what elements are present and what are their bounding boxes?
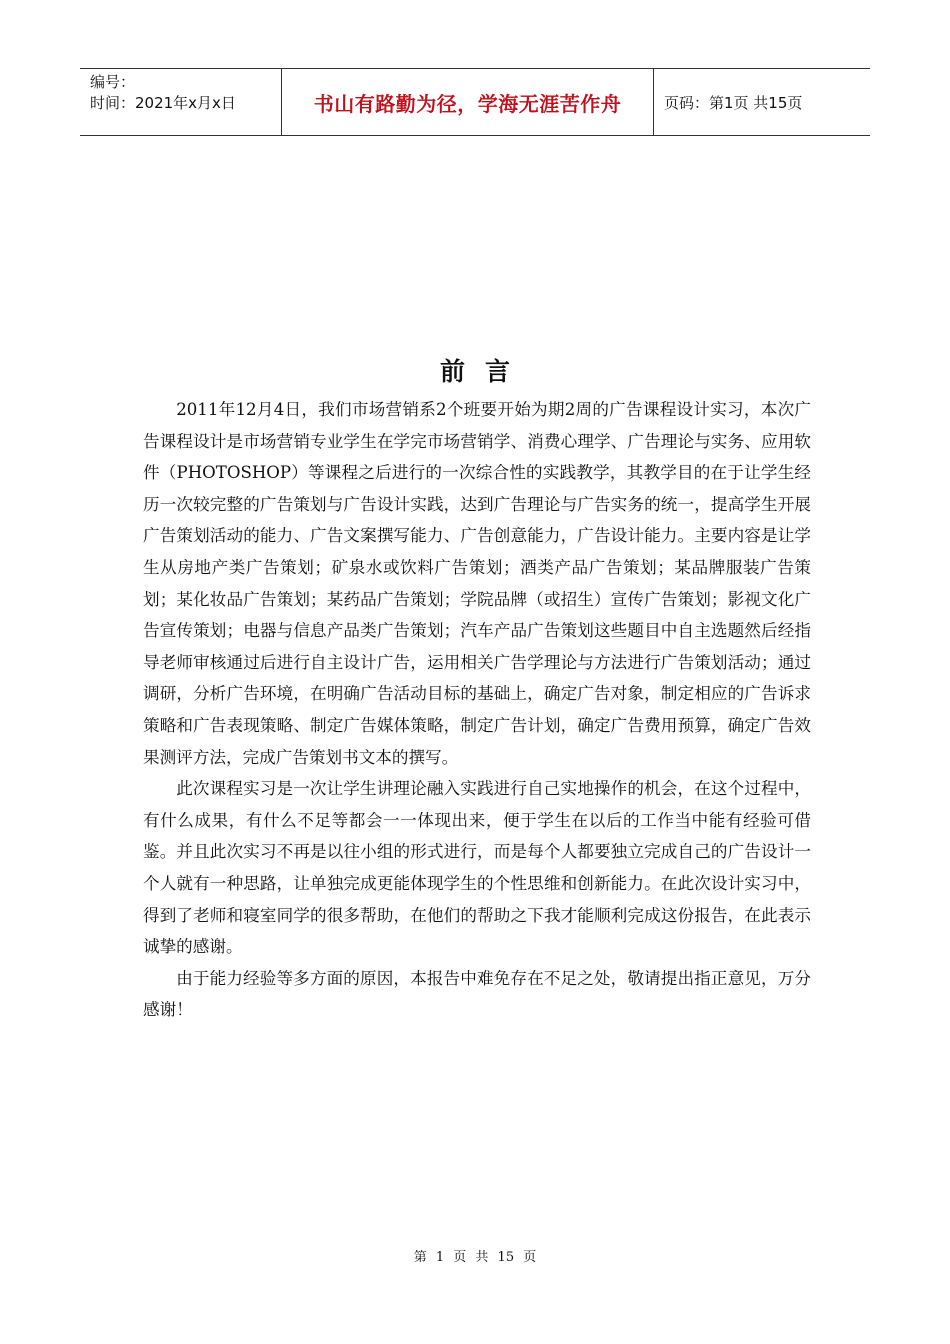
document-body bbox=[143, 394, 811, 1026]
page-header bbox=[80, 68, 870, 136]
header-motto: 书山有路勤为径，学海无涯苦作舟 bbox=[281, 69, 654, 135]
header-page-info: 页码：第1页 共15页 bbox=[664, 93, 803, 112]
date-label: 时间：2021年x月x日 bbox=[90, 94, 236, 112]
number-label: 编号： bbox=[90, 73, 136, 91]
paragraph: 2011年12月4日，我们市场营销系2个班要开始为期2周的广告课程设计实习，本次广告课程设计是市场营销专业学生在学完市场营销学、消费心理学、广告理论与实务、应用软件（PHOTOSHOP）等课程之后进行的一次综合性的实践教学，其教学目的在于让学生经历一次较完整的广告策划与广告设计实践，达到广告理论与广告实务的统一，提高学生开展广告策划活动的能力、广告文案撰写能力、广告创意能力，广告设计能力。主要内容是让学生从房地产类广告策划；矿泉水或饮料广告策划；酒类产品广告策划；某品牌服装广告策划；某化妆品广告策划；某药品广告策划；学院品牌（或招生）宣传广告策划；影视文化广告宣传策划；电器与信息产品类广告策划；汽车产品广告策划这些题目中自主选题然后经指导老师审核通过后进行自主设计广告，运用相关广告学理论与方法进行广告策划活动；通过调研，分析广告环境，在明确广告活动目标的基础上，确定广告对象，制定相应的广告诉求策略和广告表现策略、制定广告媒体策略，制定广告计划，确定广告费用预算，确定广告效果测评方法，完成广告策划书文本的撰写。 bbox=[143, 400, 811, 767]
paragraph: 此次课程实习是一次让学生讲理论融入实践进行自己实地操作的机会，在这个过程中，有什么成果，有什么不足等都会一一体现出来，便于学生在以后的工作当中能有经验可借鉴。并且此次实习不再是以往小组的形式进行，而是每个人都要独立完成自己的广告设计一个人就有一种思路，让单独完成更能体现学生的个性思维和创新能力。在此次设计实习中，得到了老师和寝室同学的很多帮助，在他们的帮助之下我才能顺利完成这份报告，在此表示诚挚的感谢。 bbox=[143, 779, 811, 957]
header-meta bbox=[80, 69, 281, 135]
page-footer: 第 1 页 共 15 页 bbox=[413, 1250, 537, 1265]
paragraph: 由于能力经验等多方面的原因，本报告中难免存在不足之处，敬请提出指正意见，万分感谢！ bbox=[143, 968, 811, 1020]
page-title: 前言 bbox=[439, 357, 530, 386]
